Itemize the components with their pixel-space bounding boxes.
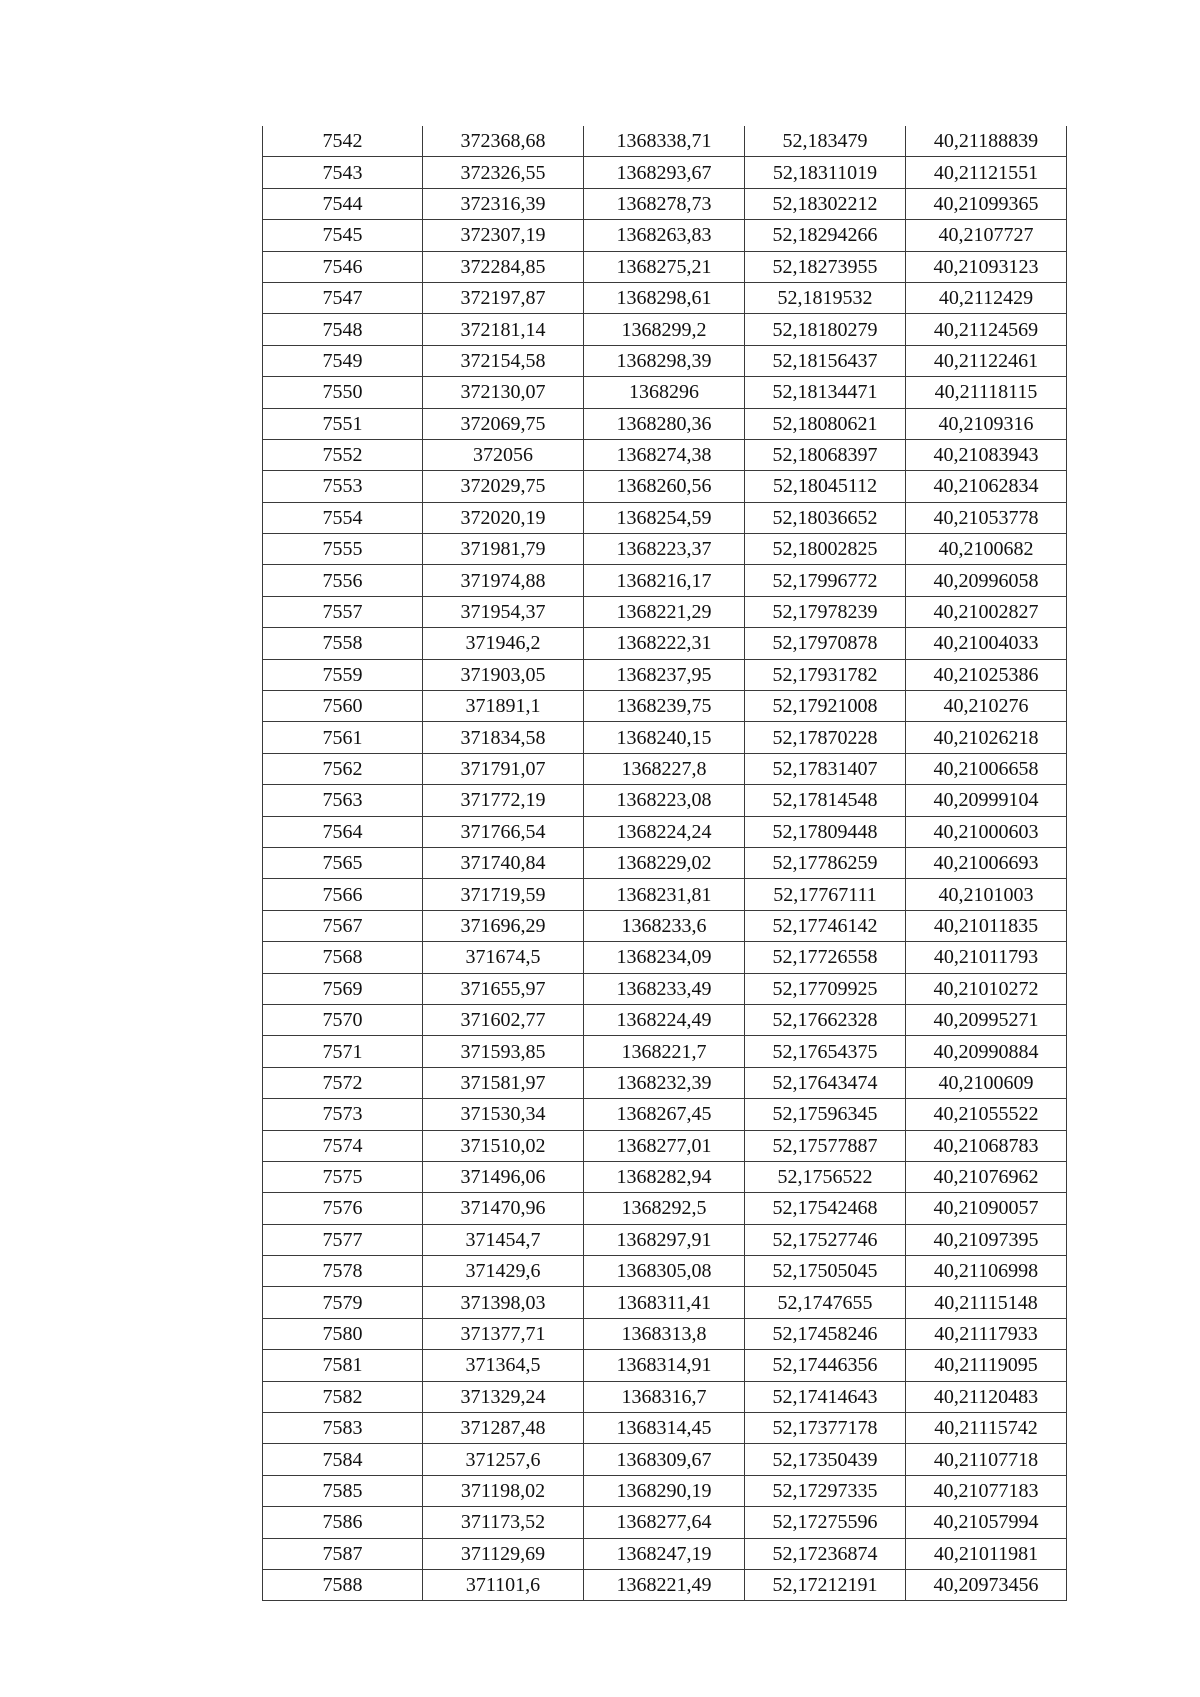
longitude-cell: 40,21122461 bbox=[906, 345, 1067, 376]
latitude-cell: 52,17542468 bbox=[745, 1193, 906, 1224]
longitude-cell: 40,21083943 bbox=[906, 439, 1067, 470]
y-coordinate-cell: 1368221,7 bbox=[584, 1036, 745, 1067]
table-row bbox=[263, 1256, 1067, 1287]
point-number-cell: 7545 bbox=[263, 220, 423, 251]
x-coordinate-cell: 372056 bbox=[423, 439, 584, 470]
y-coordinate-cell: 1368298,61 bbox=[584, 282, 745, 313]
point-number-cell: 7562 bbox=[263, 753, 423, 784]
longitude-cell: 40,21006658 bbox=[906, 753, 1067, 784]
y-coordinate-cell: 1368314,91 bbox=[584, 1350, 745, 1381]
table-row bbox=[263, 1413, 1067, 1444]
table-row bbox=[263, 1318, 1067, 1349]
table-row bbox=[263, 220, 1067, 251]
x-coordinate-cell: 371903,05 bbox=[423, 659, 584, 690]
latitude-cell: 52,18068397 bbox=[745, 439, 906, 470]
table-row bbox=[263, 1507, 1067, 1538]
longitude-cell: 40,21117933 bbox=[906, 1318, 1067, 1349]
table-row bbox=[263, 1099, 1067, 1130]
longitude-cell: 40,2100682 bbox=[906, 534, 1067, 565]
longitude-cell: 40,21011793 bbox=[906, 942, 1067, 973]
table-row bbox=[263, 691, 1067, 722]
point-number-cell: 7550 bbox=[263, 377, 423, 408]
table-row bbox=[263, 502, 1067, 533]
table-row bbox=[263, 1004, 1067, 1035]
longitude-cell: 40,21119095 bbox=[906, 1350, 1067, 1381]
x-coordinate-cell: 371454,7 bbox=[423, 1224, 584, 1255]
x-coordinate-cell: 371129,69 bbox=[423, 1538, 584, 1569]
latitude-cell: 52,18302212 bbox=[745, 188, 906, 219]
point-number-cell: 7548 bbox=[263, 314, 423, 345]
x-coordinate-cell: 371791,07 bbox=[423, 753, 584, 784]
x-coordinate-cell: 371655,97 bbox=[423, 973, 584, 1004]
table-row bbox=[263, 879, 1067, 910]
point-number-cell: 7553 bbox=[263, 471, 423, 502]
y-coordinate-cell: 1368229,02 bbox=[584, 847, 745, 878]
y-coordinate-cell: 1368254,59 bbox=[584, 502, 745, 533]
x-coordinate-cell: 371946,2 bbox=[423, 628, 584, 659]
longitude-cell: 40,20999104 bbox=[906, 785, 1067, 816]
longitude-cell: 40,20996058 bbox=[906, 565, 1067, 596]
table-row bbox=[263, 565, 1067, 596]
point-number-cell: 7574 bbox=[263, 1130, 423, 1161]
table-row bbox=[263, 1161, 1067, 1192]
x-coordinate-cell: 371364,5 bbox=[423, 1350, 584, 1381]
point-number-cell: 7552 bbox=[263, 439, 423, 470]
x-coordinate-cell: 372029,75 bbox=[423, 471, 584, 502]
latitude-cell: 52,17297335 bbox=[745, 1475, 906, 1506]
x-coordinate-cell: 371981,79 bbox=[423, 534, 584, 565]
latitude-cell: 52,17814548 bbox=[745, 785, 906, 816]
longitude-cell: 40,21115148 bbox=[906, 1287, 1067, 1318]
latitude-cell: 52,17726558 bbox=[745, 942, 906, 973]
table-row bbox=[263, 722, 1067, 753]
table-row bbox=[263, 314, 1067, 345]
longitude-cell: 40,21025386 bbox=[906, 659, 1067, 690]
y-coordinate-cell: 1368311,41 bbox=[584, 1287, 745, 1318]
longitude-cell: 40,21076962 bbox=[906, 1161, 1067, 1192]
latitude-cell: 52,17212191 bbox=[745, 1569, 906, 1600]
y-coordinate-cell: 1368239,75 bbox=[584, 691, 745, 722]
latitude-cell: 52,17978239 bbox=[745, 596, 906, 627]
x-coordinate-cell: 372197,87 bbox=[423, 282, 584, 313]
y-coordinate-cell: 1368216,17 bbox=[584, 565, 745, 596]
y-coordinate-cell: 1368313,8 bbox=[584, 1318, 745, 1349]
point-number-cell: 7549 bbox=[263, 345, 423, 376]
y-coordinate-cell: 1368222,31 bbox=[584, 628, 745, 659]
table-row bbox=[263, 534, 1067, 565]
table-row bbox=[263, 1193, 1067, 1224]
table-row bbox=[263, 1475, 1067, 1506]
y-coordinate-cell: 1368277,01 bbox=[584, 1130, 745, 1161]
point-number-cell: 7560 bbox=[263, 691, 423, 722]
longitude-cell: 40,21068783 bbox=[906, 1130, 1067, 1161]
table-row bbox=[263, 1036, 1067, 1067]
table-row bbox=[263, 1224, 1067, 1255]
point-number-cell: 7568 bbox=[263, 942, 423, 973]
latitude-cell: 52,18156437 bbox=[745, 345, 906, 376]
table-row bbox=[263, 753, 1067, 784]
y-coordinate-cell: 1368277,64 bbox=[584, 1507, 745, 1538]
x-coordinate-cell: 371329,24 bbox=[423, 1381, 584, 1412]
y-coordinate-cell: 1368293,67 bbox=[584, 157, 745, 188]
x-coordinate-cell: 371954,37 bbox=[423, 596, 584, 627]
point-number-cell: 7563 bbox=[263, 785, 423, 816]
point-number-cell: 7557 bbox=[263, 596, 423, 627]
longitude-cell: 40,21090057 bbox=[906, 1193, 1067, 1224]
table-row bbox=[263, 188, 1067, 219]
point-number-cell: 7582 bbox=[263, 1381, 423, 1412]
x-coordinate-cell: 371834,58 bbox=[423, 722, 584, 753]
y-coordinate-cell: 1368282,94 bbox=[584, 1161, 745, 1192]
point-number-cell: 7573 bbox=[263, 1099, 423, 1130]
longitude-cell: 40,21004033 bbox=[906, 628, 1067, 659]
x-coordinate-cell: 372069,75 bbox=[423, 408, 584, 439]
y-coordinate-cell: 1368290,19 bbox=[584, 1475, 745, 1506]
latitude-cell: 52,18273955 bbox=[745, 251, 906, 282]
x-coordinate-cell: 372284,85 bbox=[423, 251, 584, 282]
point-number-cell: 7559 bbox=[263, 659, 423, 690]
table-row bbox=[263, 471, 1067, 502]
x-coordinate-cell: 372020,19 bbox=[423, 502, 584, 533]
longitude-cell: 40,210276 bbox=[906, 691, 1067, 722]
y-coordinate-cell: 1368231,81 bbox=[584, 879, 745, 910]
point-number-cell: 7576 bbox=[263, 1193, 423, 1224]
longitude-cell: 40,2100609 bbox=[906, 1067, 1067, 1098]
longitude-cell: 40,20990884 bbox=[906, 1036, 1067, 1067]
longitude-cell: 40,21118115 bbox=[906, 377, 1067, 408]
y-coordinate-cell: 1368240,15 bbox=[584, 722, 745, 753]
x-coordinate-cell: 371377,71 bbox=[423, 1318, 584, 1349]
latitude-cell: 52,1756522 bbox=[745, 1161, 906, 1192]
x-coordinate-cell: 371287,48 bbox=[423, 1413, 584, 1444]
x-coordinate-cell: 372316,39 bbox=[423, 188, 584, 219]
longitude-cell: 40,21000603 bbox=[906, 816, 1067, 847]
latitude-cell: 52,17643474 bbox=[745, 1067, 906, 1098]
point-number-cell: 7588 bbox=[263, 1569, 423, 1600]
y-coordinate-cell: 1368224,49 bbox=[584, 1004, 745, 1035]
y-coordinate-cell: 1368305,08 bbox=[584, 1256, 745, 1287]
point-number-cell: 7569 bbox=[263, 973, 423, 1004]
latitude-cell: 52,17414643 bbox=[745, 1381, 906, 1412]
y-coordinate-cell: 1368233,49 bbox=[584, 973, 745, 1004]
point-number-cell: 7556 bbox=[263, 565, 423, 596]
latitude-cell: 52,18134471 bbox=[745, 377, 906, 408]
longitude-cell: 40,2112429 bbox=[906, 282, 1067, 313]
y-coordinate-cell: 1368237,95 bbox=[584, 659, 745, 690]
y-coordinate-cell: 1368234,09 bbox=[584, 942, 745, 973]
table-row bbox=[263, 1287, 1067, 1318]
latitude-cell: 52,17458246 bbox=[745, 1318, 906, 1349]
y-coordinate-cell: 1368221,49 bbox=[584, 1569, 745, 1600]
x-coordinate-cell: 371470,96 bbox=[423, 1193, 584, 1224]
x-coordinate-cell: 371766,54 bbox=[423, 816, 584, 847]
point-number-cell: 7577 bbox=[263, 1224, 423, 1255]
latitude-cell: 52,18045112 bbox=[745, 471, 906, 502]
point-number-cell: 7554 bbox=[263, 502, 423, 533]
longitude-cell: 40,21026218 bbox=[906, 722, 1067, 753]
latitude-cell: 52,17970878 bbox=[745, 628, 906, 659]
point-number-cell: 7587 bbox=[263, 1538, 423, 1569]
point-number-cell: 7572 bbox=[263, 1067, 423, 1098]
x-coordinate-cell: 372307,19 bbox=[423, 220, 584, 251]
x-coordinate-cell: 372181,14 bbox=[423, 314, 584, 345]
latitude-cell: 52,17831407 bbox=[745, 753, 906, 784]
x-coordinate-cell: 371602,77 bbox=[423, 1004, 584, 1035]
longitude-cell: 40,21011835 bbox=[906, 910, 1067, 941]
table-row bbox=[263, 1067, 1067, 1098]
coordinates-table bbox=[262, 126, 1067, 1601]
point-number-cell: 7542 bbox=[263, 126, 423, 157]
y-coordinate-cell: 1368275,21 bbox=[584, 251, 745, 282]
x-coordinate-cell: 371530,34 bbox=[423, 1099, 584, 1130]
table-row bbox=[263, 439, 1067, 470]
x-coordinate-cell: 371496,06 bbox=[423, 1161, 584, 1192]
x-coordinate-cell: 371740,84 bbox=[423, 847, 584, 878]
longitude-cell: 40,2109316 bbox=[906, 408, 1067, 439]
y-coordinate-cell: 1368338,71 bbox=[584, 126, 745, 157]
table-row bbox=[263, 282, 1067, 313]
point-number-cell: 7581 bbox=[263, 1350, 423, 1381]
longitude-cell: 40,21062834 bbox=[906, 471, 1067, 502]
point-number-cell: 7575 bbox=[263, 1161, 423, 1192]
longitude-cell: 40,21057994 bbox=[906, 1507, 1067, 1538]
longitude-cell: 40,21115742 bbox=[906, 1413, 1067, 1444]
longitude-cell: 40,21002827 bbox=[906, 596, 1067, 627]
latitude-cell: 52,18080621 bbox=[745, 408, 906, 439]
coordinates-table-body bbox=[263, 126, 1067, 1601]
x-coordinate-cell: 371719,59 bbox=[423, 879, 584, 910]
latitude-cell: 52,18311019 bbox=[745, 157, 906, 188]
y-coordinate-cell: 1368274,38 bbox=[584, 439, 745, 470]
x-coordinate-cell: 371772,19 bbox=[423, 785, 584, 816]
latitude-cell: 52,17996772 bbox=[745, 565, 906, 596]
longitude-cell: 40,21011981 bbox=[906, 1538, 1067, 1569]
longitude-cell: 40,2101003 bbox=[906, 879, 1067, 910]
longitude-cell: 40,21106998 bbox=[906, 1256, 1067, 1287]
y-coordinate-cell: 1368278,73 bbox=[584, 188, 745, 219]
point-number-cell: 7584 bbox=[263, 1444, 423, 1475]
latitude-cell: 52,183479 bbox=[745, 126, 906, 157]
y-coordinate-cell: 1368233,6 bbox=[584, 910, 745, 941]
table-row bbox=[263, 785, 1067, 816]
latitude-cell: 52,17921008 bbox=[745, 691, 906, 722]
longitude-cell: 40,21121551 bbox=[906, 157, 1067, 188]
table-row bbox=[263, 910, 1067, 941]
latitude-cell: 52,17709925 bbox=[745, 973, 906, 1004]
latitude-cell: 52,17767111 bbox=[745, 879, 906, 910]
latitude-cell: 52,17786259 bbox=[745, 847, 906, 878]
point-number-cell: 7551 bbox=[263, 408, 423, 439]
y-coordinate-cell: 1368292,5 bbox=[584, 1193, 745, 1224]
latitude-cell: 52,1747655 bbox=[745, 1287, 906, 1318]
table-row bbox=[263, 408, 1067, 439]
longitude-cell: 40,20973456 bbox=[906, 1569, 1067, 1600]
longitude-cell: 40,21093123 bbox=[906, 251, 1067, 282]
y-coordinate-cell: 1368309,67 bbox=[584, 1444, 745, 1475]
y-coordinate-cell: 1368296 bbox=[584, 377, 745, 408]
table-row bbox=[263, 126, 1067, 157]
table-row bbox=[263, 1130, 1067, 1161]
latitude-cell: 52,17446356 bbox=[745, 1350, 906, 1381]
x-coordinate-cell: 371696,29 bbox=[423, 910, 584, 941]
y-coordinate-cell: 1368221,29 bbox=[584, 596, 745, 627]
x-coordinate-cell: 371593,85 bbox=[423, 1036, 584, 1067]
table-row bbox=[263, 659, 1067, 690]
point-number-cell: 7561 bbox=[263, 722, 423, 753]
table-row bbox=[263, 1538, 1067, 1569]
longitude-cell: 40,2107727 bbox=[906, 220, 1067, 251]
y-coordinate-cell: 1368299,2 bbox=[584, 314, 745, 345]
x-coordinate-cell: 371429,6 bbox=[423, 1256, 584, 1287]
y-coordinate-cell: 1368267,45 bbox=[584, 1099, 745, 1130]
y-coordinate-cell: 1368316,7 bbox=[584, 1381, 745, 1412]
table-row bbox=[263, 1569, 1067, 1600]
point-number-cell: 7571 bbox=[263, 1036, 423, 1067]
point-number-cell: 7578 bbox=[263, 1256, 423, 1287]
x-coordinate-cell: 371891,1 bbox=[423, 691, 584, 722]
point-number-cell: 7558 bbox=[263, 628, 423, 659]
y-coordinate-cell: 1368314,45 bbox=[584, 1413, 745, 1444]
longitude-cell: 40,21006693 bbox=[906, 847, 1067, 878]
latitude-cell: 52,17236874 bbox=[745, 1538, 906, 1569]
x-coordinate-cell: 371257,6 bbox=[423, 1444, 584, 1475]
table-row bbox=[263, 251, 1067, 282]
y-coordinate-cell: 1368223,08 bbox=[584, 785, 745, 816]
table-row bbox=[263, 377, 1067, 408]
x-coordinate-cell: 372130,07 bbox=[423, 377, 584, 408]
longitude-cell: 40,21099365 bbox=[906, 188, 1067, 219]
table-row bbox=[263, 847, 1067, 878]
table-row bbox=[263, 1350, 1067, 1381]
x-coordinate-cell: 371581,97 bbox=[423, 1067, 584, 1098]
longitude-cell: 40,21120483 bbox=[906, 1381, 1067, 1412]
point-number-cell: 7567 bbox=[263, 910, 423, 941]
latitude-cell: 52,18180279 bbox=[745, 314, 906, 345]
y-coordinate-cell: 1368297,91 bbox=[584, 1224, 745, 1255]
point-number-cell: 7544 bbox=[263, 188, 423, 219]
y-coordinate-cell: 1368263,83 bbox=[584, 220, 745, 251]
x-coordinate-cell: 371101,6 bbox=[423, 1569, 584, 1600]
longitude-cell: 40,21055522 bbox=[906, 1099, 1067, 1130]
latitude-cell: 52,17596345 bbox=[745, 1099, 906, 1130]
x-coordinate-cell: 372326,55 bbox=[423, 157, 584, 188]
point-number-cell: 7555 bbox=[263, 534, 423, 565]
point-number-cell: 7546 bbox=[263, 251, 423, 282]
table-row bbox=[263, 942, 1067, 973]
latitude-cell: 52,18002825 bbox=[745, 534, 906, 565]
latitude-cell: 52,17654375 bbox=[745, 1036, 906, 1067]
x-coordinate-cell: 371198,02 bbox=[423, 1475, 584, 1506]
table-row bbox=[263, 1444, 1067, 1475]
latitude-cell: 52,17377178 bbox=[745, 1413, 906, 1444]
point-number-cell: 7586 bbox=[263, 1507, 423, 1538]
latitude-cell: 52,18294266 bbox=[745, 220, 906, 251]
table-row bbox=[263, 345, 1067, 376]
latitude-cell: 52,18036652 bbox=[745, 502, 906, 533]
latitude-cell: 52,17275596 bbox=[745, 1507, 906, 1538]
point-number-cell: 7583 bbox=[263, 1413, 423, 1444]
longitude-cell: 40,20995271 bbox=[906, 1004, 1067, 1035]
longitude-cell: 40,21077183 bbox=[906, 1475, 1067, 1506]
point-number-cell: 7565 bbox=[263, 847, 423, 878]
x-coordinate-cell: 371398,03 bbox=[423, 1287, 584, 1318]
table-row bbox=[263, 157, 1067, 188]
y-coordinate-cell: 1368223,37 bbox=[584, 534, 745, 565]
y-coordinate-cell: 1368224,24 bbox=[584, 816, 745, 847]
x-coordinate-cell: 371173,52 bbox=[423, 1507, 584, 1538]
latitude-cell: 52,17870228 bbox=[745, 722, 906, 753]
table-row bbox=[263, 628, 1067, 659]
point-number-cell: 7547 bbox=[263, 282, 423, 313]
point-number-cell: 7579 bbox=[263, 1287, 423, 1318]
latitude-cell: 52,17527746 bbox=[745, 1224, 906, 1255]
table-row bbox=[263, 596, 1067, 627]
x-coordinate-cell: 372368,68 bbox=[423, 126, 584, 157]
longitude-cell: 40,21010272 bbox=[906, 973, 1067, 1004]
x-coordinate-cell: 371510,02 bbox=[423, 1130, 584, 1161]
latitude-cell: 52,17350439 bbox=[745, 1444, 906, 1475]
point-number-cell: 7570 bbox=[263, 1004, 423, 1035]
latitude-cell: 52,17662328 bbox=[745, 1004, 906, 1035]
table-row bbox=[263, 816, 1067, 847]
point-number-cell: 7564 bbox=[263, 816, 423, 847]
point-number-cell: 7566 bbox=[263, 879, 423, 910]
y-coordinate-cell: 1368247,19 bbox=[584, 1538, 745, 1569]
longitude-cell: 40,21107718 bbox=[906, 1444, 1067, 1475]
x-coordinate-cell: 372154,58 bbox=[423, 345, 584, 376]
latitude-cell: 52,17746142 bbox=[745, 910, 906, 941]
longitude-cell: 40,21124569 bbox=[906, 314, 1067, 345]
point-number-cell: 7585 bbox=[263, 1475, 423, 1506]
latitude-cell: 52,17809448 bbox=[745, 816, 906, 847]
y-coordinate-cell: 1368232,39 bbox=[584, 1067, 745, 1098]
point-number-cell: 7580 bbox=[263, 1318, 423, 1349]
table-row bbox=[263, 1381, 1067, 1412]
longitude-cell: 40,21188839 bbox=[906, 126, 1067, 157]
latitude-cell: 52,17505045 bbox=[745, 1256, 906, 1287]
latitude-cell: 52,17931782 bbox=[745, 659, 906, 690]
y-coordinate-cell: 1368227,8 bbox=[584, 753, 745, 784]
y-coordinate-cell: 1368298,39 bbox=[584, 345, 745, 376]
y-coordinate-cell: 1368280,36 bbox=[584, 408, 745, 439]
longitude-cell: 40,21053778 bbox=[906, 502, 1067, 533]
longitude-cell: 40,21097395 bbox=[906, 1224, 1067, 1255]
y-coordinate-cell: 1368260,56 bbox=[584, 471, 745, 502]
latitude-cell: 52,17577887 bbox=[745, 1130, 906, 1161]
table-row bbox=[263, 973, 1067, 1004]
x-coordinate-cell: 371974,88 bbox=[423, 565, 584, 596]
latitude-cell: 52,1819532 bbox=[745, 282, 906, 313]
x-coordinate-cell: 371674,5 bbox=[423, 942, 584, 973]
point-number-cell: 7543 bbox=[263, 157, 423, 188]
